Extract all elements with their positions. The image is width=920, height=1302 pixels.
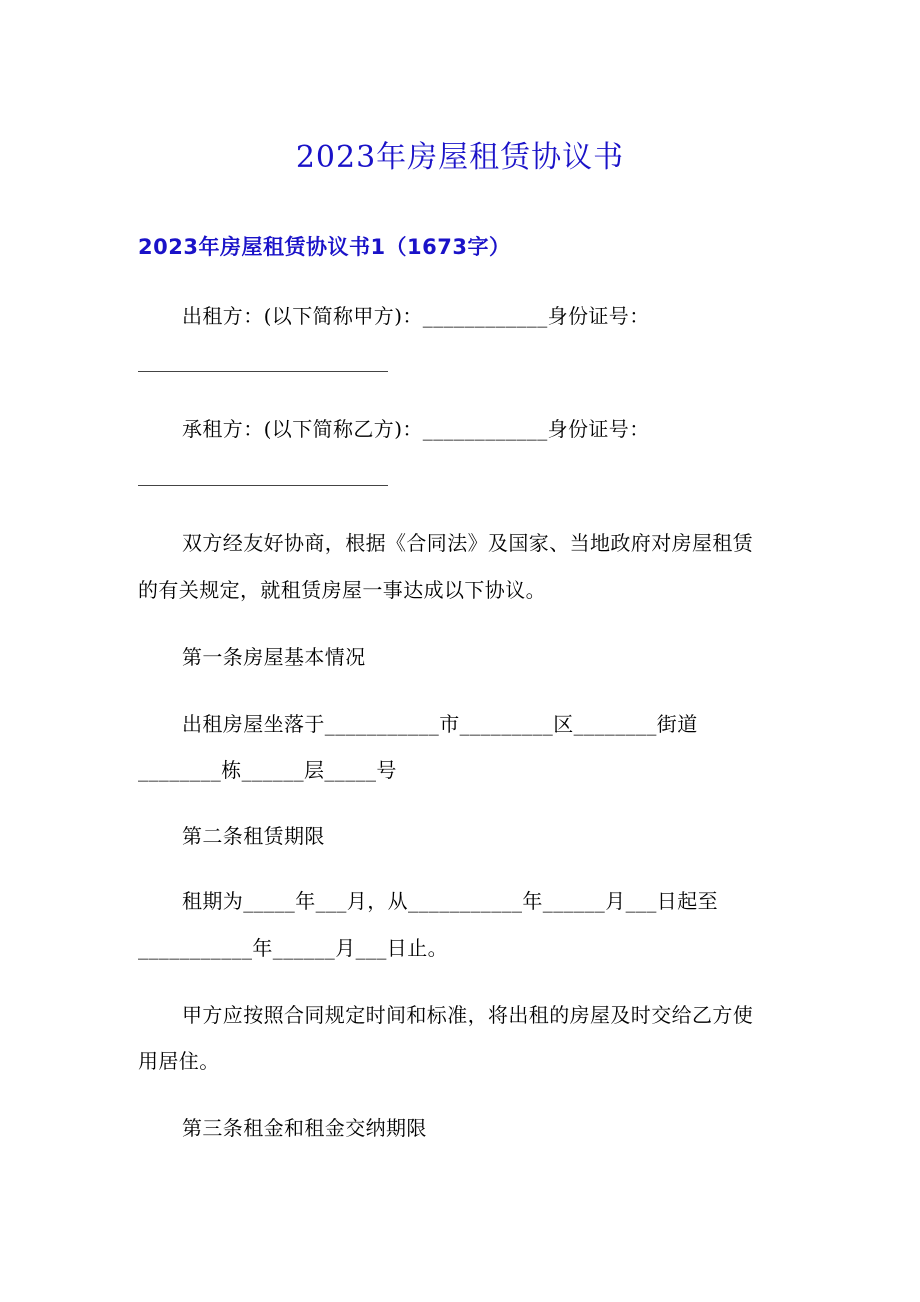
article-1-line-1: 出租房屋坐落于___________市_________区________街道 [182, 712, 698, 736]
article-2-para-line-2: 用居住。 [138, 1049, 220, 1073]
lessee-id-blank [138, 485, 388, 486]
lessor-id-blank [138, 371, 388, 372]
intro-line-2: 的有关规定，就租赁房屋一事达成以下协议。 [138, 578, 546, 602]
article-2-heading: 第二条租赁期限 [182, 824, 325, 848]
lessee-line: 承租方：(以下简称乙方)：____________身份证号： [182, 417, 650, 441]
document-title: 2023年房屋租赁协议书 [295, 140, 625, 175]
article-1-line-2: ________栋______层_____号 [138, 758, 397, 782]
article-1-heading: 第一条房屋基本情况 [182, 645, 366, 669]
intro-line-1: 双方经友好协商，根据《合同法》及国家、当地政府对房屋租赁 [182, 531, 754, 555]
article-2-line-2: ___________年______月___日止。 [138, 936, 448, 960]
article-2-para-line-1: 甲方应按照合同规定时间和标准，将出租的房屋及时交给乙方使 [182, 1003, 754, 1027]
lessor-line: 出租方：(以下简称甲方)：____________身份证号： [182, 304, 650, 328]
article-2-line-1: 租期为_____年___月，从___________年______月___日起至 [182, 889, 718, 913]
article-3-heading: 第三条租金和租金交纳期限 [182, 1116, 427, 1140]
document-subtitle: 2023年房屋租赁协议书1（1673字） [138, 235, 511, 259]
